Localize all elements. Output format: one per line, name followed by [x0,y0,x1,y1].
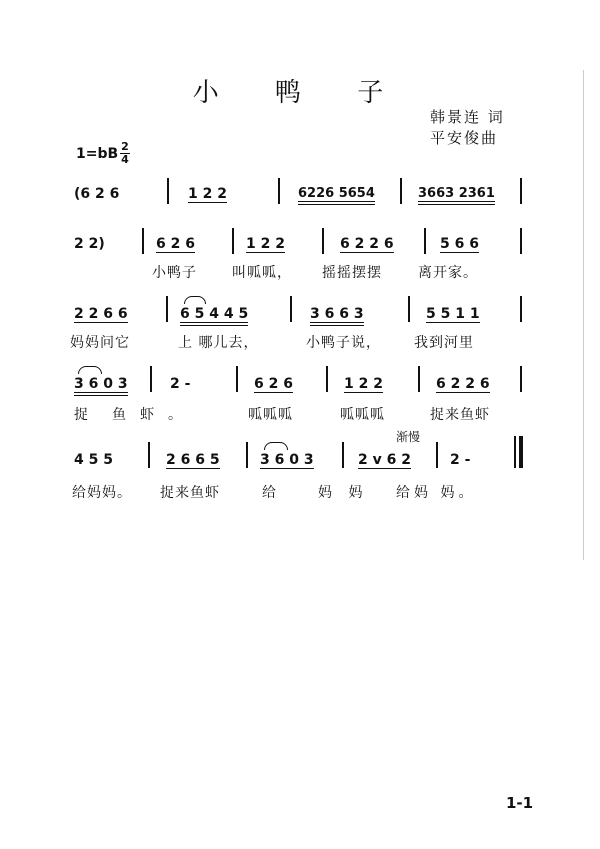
lyric: 给妈 妈。 [396,485,477,501]
measure-notes: 6 2 6 [156,236,195,252]
measure-notes: 4 5 5 [74,452,113,468]
tie-slur [184,296,206,304]
barline [424,228,426,254]
barline [326,366,328,392]
barline [167,178,169,204]
measure-notes: 6 2 2 6 [436,376,490,392]
measure-notes: 6226 5654 [298,186,375,205]
measure-notes: 2 2) [74,236,105,252]
lyric: 捉来鱼虾 [160,485,220,501]
measure-notes: 2 - [450,452,471,468]
measure-notes: 2 2 6 6 [74,306,128,322]
measure-notes: 2 v 6 2 [358,452,411,468]
barline [418,366,420,392]
measure-notes: 5 6 6 [440,236,479,252]
barline [322,228,324,254]
barline [150,366,152,392]
composer-credit: 平安俊曲 [430,129,499,147]
lyric: 我到河里 [414,335,474,351]
time-signature [120,142,130,165]
barline [408,296,410,322]
barline [514,436,516,468]
lyric: 呱呱呱 [248,407,293,423]
measure-notes: 6 2 6 [254,376,293,392]
scan-edge [583,70,584,560]
page-number: 1-1 [506,794,534,812]
lyric: 摇摇摆摆 [322,265,382,281]
lyric: 给妈妈。 [72,485,132,501]
lyric: 鱼虾。 [112,407,196,423]
tie-slur [78,366,102,374]
barline [436,442,438,468]
lyric: 叫呱呱， [232,265,292,281]
page-title: 小 鸭 子 [192,78,408,108]
lyric: 妈 妈 [318,485,369,501]
lyricist-credit: 韩景连 词 [430,108,505,126]
barline [246,442,248,468]
barline [278,178,280,204]
measure-notes: 1 2 2 [188,186,227,202]
barline [520,366,522,392]
final-barline [519,436,523,468]
key-signature: 1=bB [76,146,119,162]
measure-notes: 3 6 0 3 [260,452,314,468]
barline [236,366,238,392]
barline [520,296,522,322]
barline [148,442,150,468]
barline [520,178,522,204]
measure-notes: 1 2 2 [344,376,383,392]
tempo-mark: 渐慢 [396,430,421,444]
time-signature-top: 2 [121,140,129,153]
barline [290,296,292,322]
lyric: 妈妈问它 [70,335,130,351]
measure-notes: 3 6 0 3 [74,376,128,396]
tie-slur [264,442,288,450]
lyric: 小鸭子 [152,265,197,281]
barline [342,442,344,468]
barline [166,296,168,322]
measure-notes: 1 2 2 [246,236,285,252]
lyric: 捉来鱼虾 [430,407,490,423]
barline [520,228,522,254]
lyric: 离开家。 [418,265,478,281]
barline [400,178,402,204]
measure-notes: 3663 2361 [418,186,495,205]
lyric: 捉 [74,407,89,423]
lyric: 呱呱呱 [340,407,385,423]
lyric: 给 [262,485,277,501]
lyric: 上 哪儿去， [178,335,259,351]
measure-notes: 6 5 4 4 5 [180,306,248,326]
measure-notes: 5 5 1 1 [426,306,480,322]
measure-notes: 2 6 6 5 [166,452,220,468]
measure-notes: (6 2 6 [74,186,120,202]
barline [142,228,144,254]
measure-notes: 3 6 6 3 [310,306,364,326]
measure-notes: 2 - [170,376,191,392]
lyric: 小鸭子说， [306,335,381,351]
measure-notes: 6 2 2 6 [340,236,394,252]
time-signature-bottom: 4 [121,153,129,166]
barline [232,228,234,254]
